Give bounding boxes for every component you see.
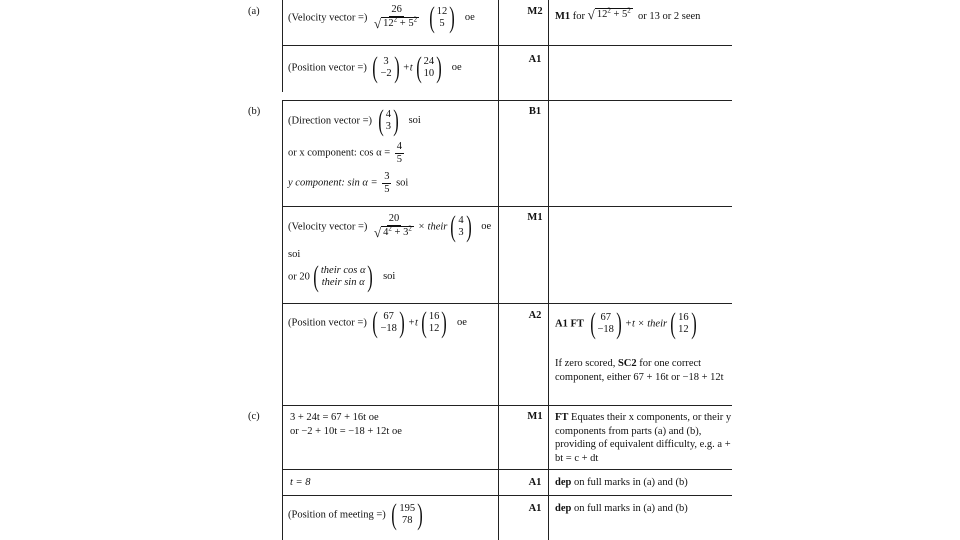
answer-position-a: (Position vector =) ( 3 −2 ) +t ( 24 10 ) oe [288,51,462,84]
answer-velocity-a: (Velocity vector =) 26 √ $12^2 + 5^2$ ( 12 5 ) oe [288,1,475,34]
answer-velocity-trig: or 20 ( their cos α their sin α ) soi [288,260,396,293]
mark-c2: A1 [528,477,542,488]
mark-a2: A1 [528,54,542,65]
mark-b1: B1 [528,106,542,117]
column-rule-mid [498,0,499,540]
answer-y-component: y component: sin α = $\frac{3}{5}$ soi [288,171,409,195]
row-rule [282,45,732,46]
part-label-a: (a) [248,6,260,17]
soi-note: soi [288,249,301,260]
guidance-c1: FT Equates their x components, or their y components from parts (a) and (b), providing of equivalent difficulty, e.g. a + bt = c + dt [555,412,732,464]
mark-c1: M1 [527,411,543,422]
answer-velocity-b: (Velocity vector =) 20 √ $4^2 + 3^2$ × their ( 4 3 ) oe [288,210,492,243]
guidance-b3: A1 FT ( 67 −18 ) +t × their ( 16 12 ) [555,307,697,340]
row-rule [282,469,732,470]
guidance-c3: dep on full marks in (a) and (b) [555,503,688,514]
velocity-fraction: 26 √ $12^2 + 5^2$ [374,4,418,31]
answer-t-value: t = 8 [290,477,311,488]
answer-x-component: or x component: cos α = $\frac{4}{5}$ [288,141,402,165]
guidance-sc2-note: If zero scored, SC2 for one correct component, either 67 + 16t or −18 + 12t [555,358,724,383]
row-rule [282,100,732,101]
column-rule-left [282,100,283,540]
column-rule-left [282,0,283,92]
answer-equation-y: or −2 + 10t = −18 + 12t oe [290,426,402,437]
mark-b2: M1 [527,212,543,223]
row-rule [282,206,732,207]
guidance-c2: dep on full marks in (a) and (b) [555,477,688,488]
part-label-b: (b) [248,106,261,117]
mark-a1: M2 [527,6,543,17]
part-label-c: (c) [248,411,260,422]
mark-b3: A2 [528,310,542,321]
mark-c3: A1 [528,503,542,514]
guidance-a1: M1 for √ $12^2 + 5^2$ or 13 or 2 seen [555,6,701,22]
answer-equation-x: 3 + 24t = 67 + 16t oe [290,412,379,423]
answer-direction-b: (Direction vector =) ( 4 3 ) soi [288,104,421,137]
column-vector: ( 12 5 ) [428,1,455,34]
column-rule-right [548,0,549,540]
row-rule [282,303,732,304]
answer-meeting-position: (Position of meeting =) ( 195 78 ) [288,498,423,531]
answer-position-b: (Position vector =) ( 67 −18 ) +t ( 16 12 ) oe [288,306,467,339]
row-rule [282,495,732,496]
row-rule [282,405,732,406]
